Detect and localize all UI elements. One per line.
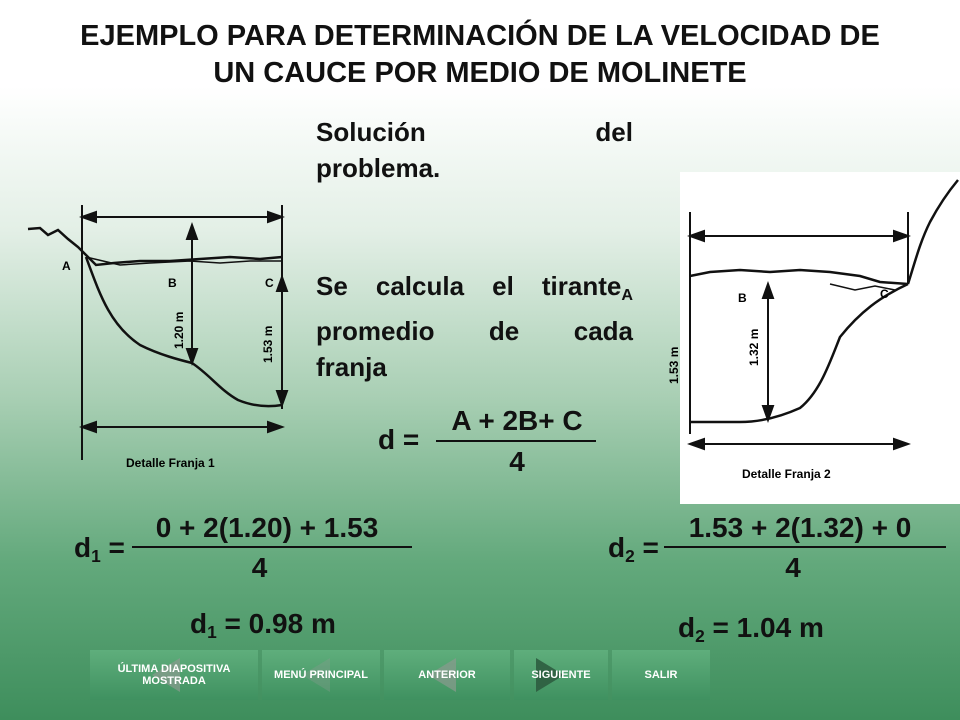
diagram1-label-a: A <box>62 259 71 273</box>
diagram2-caption: Detalle Franja 2 <box>742 467 831 481</box>
calc1-fraction-line <box>132 546 412 548</box>
explanation-word-de: de <box>488 315 520 346</box>
explanation-subscript-a: A <box>621 285 633 304</box>
diagram1-caption: Detalle Franja 1 <box>126 456 215 470</box>
diagram2-depth-b: 1.32 m <box>747 328 761 366</box>
formula-fraction-line <box>436 440 596 442</box>
calc2-result-subscript: 2 <box>695 626 705 647</box>
calc2-result: $d_2 = 1.04$ m <box>678 612 824 647</box>
solution-word-2: del <box>595 117 633 147</box>
next-label: SIGUIENTE <box>531 669 591 681</box>
explanation-line-3: franja <box>316 351 387 382</box>
diagram1-label-c: C <box>265 276 274 290</box>
diagram1-depth-c: 1.53 m <box>261 325 275 363</box>
cross-section-diagram-2 <box>667 172 960 504</box>
formula-numerator: A + 2B+ C <box>451 405 583 436</box>
calc1-result: $d_1 = 0.98$ m <box>190 608 336 643</box>
calc2-denominator: 4 <box>785 552 801 583</box>
last-slide-button[interactable] <box>90 650 258 700</box>
diagram2-label-c: C <box>880 287 889 301</box>
main-menu-label: MENÚ PRINCIPAL <box>274 669 368 681</box>
solution-word-1: Solución <box>316 117 426 147</box>
calc1-denominator: 4 <box>251 552 268 583</box>
diagram1-depth-b: 1.20 m <box>172 311 186 349</box>
formula-denominator: 4 <box>509 446 525 477</box>
explanation-word-calcula: calcula <box>375 271 465 301</box>
next-button[interactable] <box>514 650 608 700</box>
previous-button[interactable] <box>384 650 510 700</box>
calc2-numerator: 1.53 + 2(1.32) + 0 <box>688 512 912 543</box>
calc1-lhs: $d_1$ = <box>74 532 125 567</box>
calc1-result-subscript: 1 <box>207 622 217 643</box>
calc2-fraction-line <box>664 546 946 548</box>
title-line-2: UN CAUCE POR MEDIO DE MOLINETE <box>213 57 747 89</box>
diagram2-depth-a: 1.53 m <box>667 346 681 384</box>
formula-lhs: d = <box>378 424 420 455</box>
calc2-lhs-subscript: 2 <box>625 546 635 567</box>
last-slide-label: ÚLTIMA DIAPOSITIVA MOSTRADA <box>117 663 231 687</box>
exit-button[interactable] <box>612 650 710 700</box>
solution-line-2: problema. <box>316 153 441 183</box>
exit-label: SALIR <box>644 669 678 681</box>
diagram1-label-b: B <box>168 276 177 290</box>
explanation-paragraph <box>316 268 633 385</box>
diagram2-label-b: B <box>738 291 747 305</box>
explanation-word-promedio: promedio <box>316 315 435 346</box>
slide-title <box>20 18 940 92</box>
navigation-bar <box>90 650 720 702</box>
calc2-lhs: $d_2$ = <box>608 532 659 567</box>
calc1-numerator: 0 + 2(1.20) + 1.53 <box>155 512 379 543</box>
main-menu-button[interactable] <box>262 650 380 700</box>
previous-label: ANTERIOR <box>418 669 476 681</box>
title-line-1: EJEMPLO PARA DETERMINACIÓN DE LA VELOCIDAD DE <box>80 20 880 52</box>
cross-section-diagram-1 <box>20 195 320 485</box>
solution-heading <box>316 114 633 186</box>
explanation-word-cada: cada <box>573 315 633 346</box>
calc1-lhs-subscript: 1 <box>91 546 101 567</box>
explanation-word-tirante: tirante$_A$ <box>541 271 633 304</box>
explanation-word-se: Se <box>316 271 348 301</box>
explanation-word-el: el <box>492 271 514 301</box>
